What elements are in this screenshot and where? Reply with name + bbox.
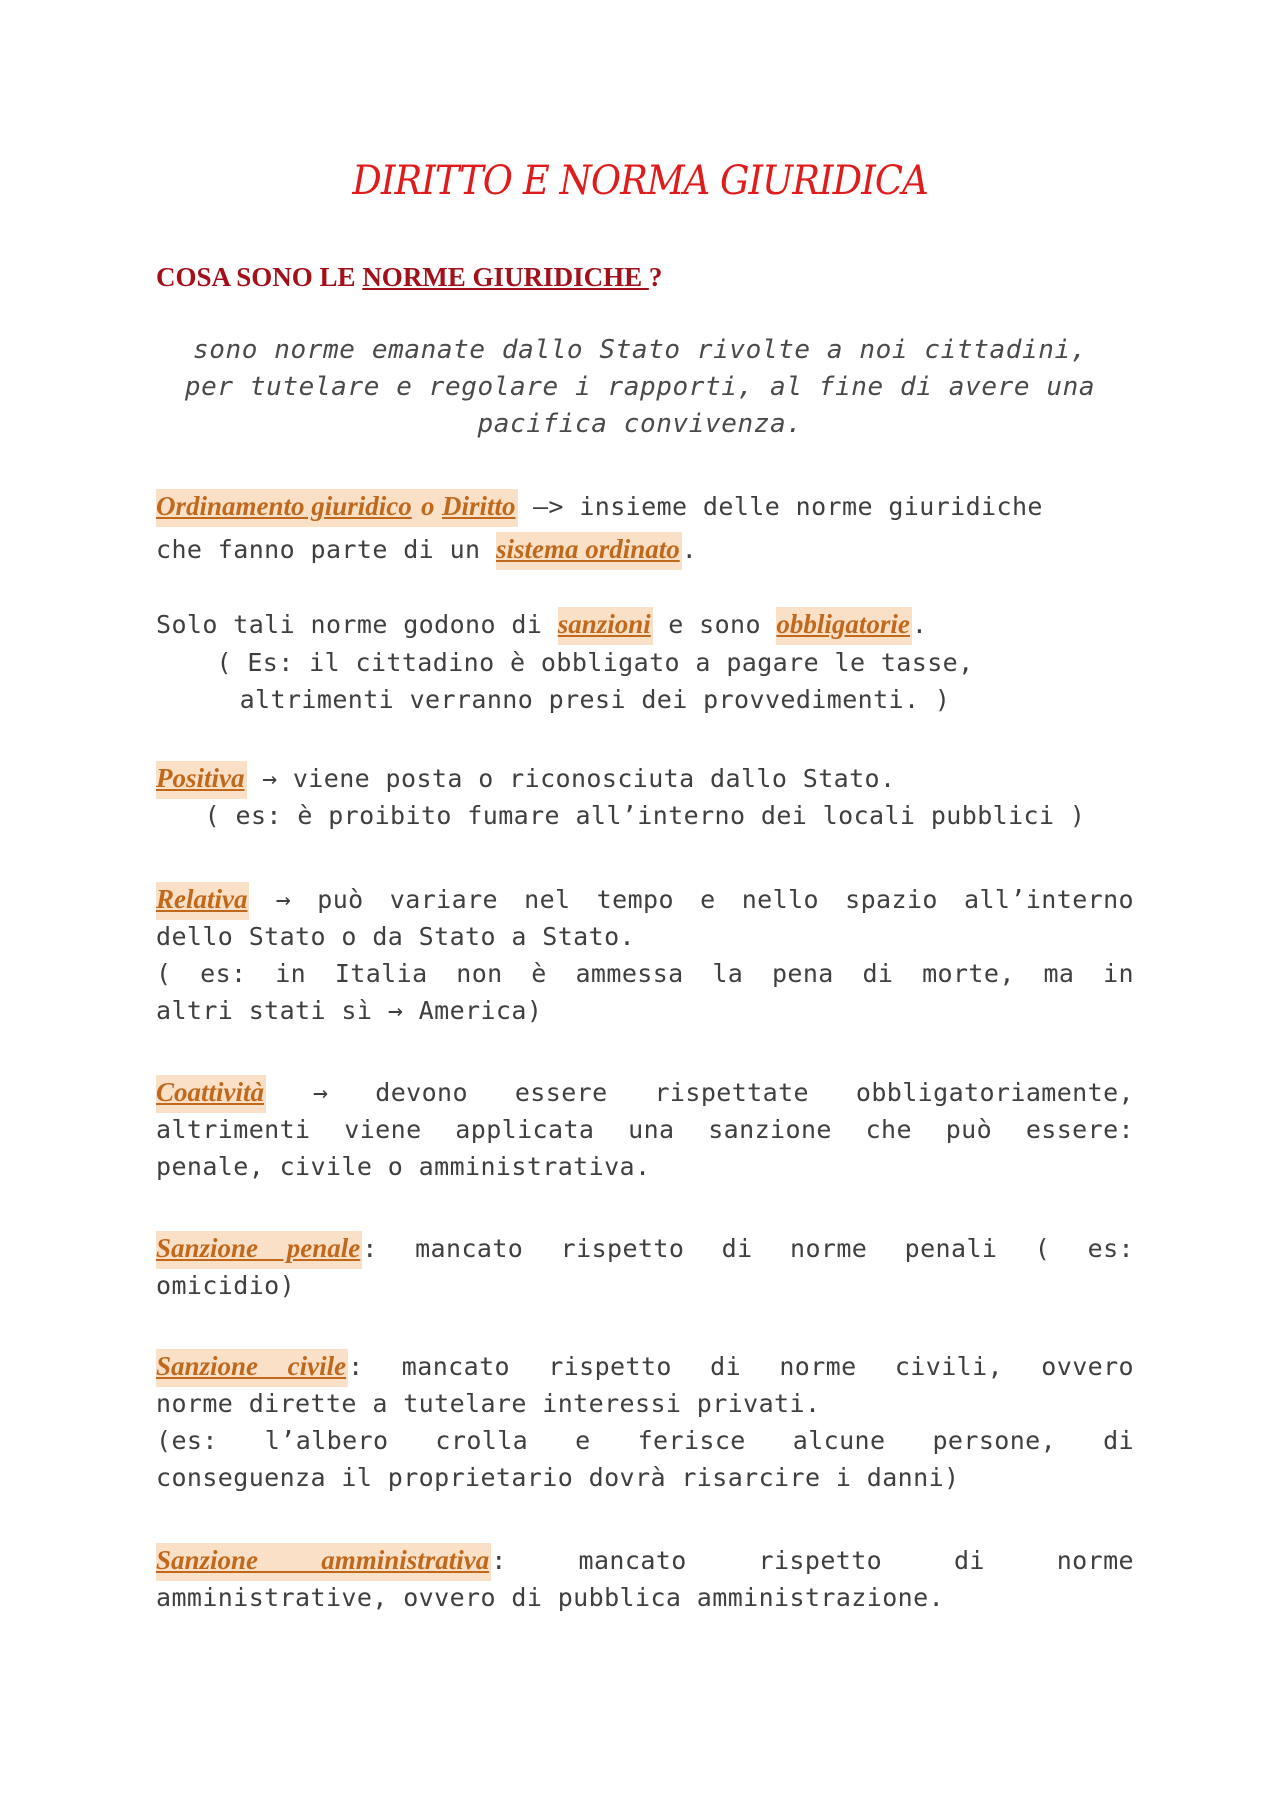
amministrativa-line-2: amministrative, ovvero di pubblica amministrazione. (156, 1583, 945, 1612)
civile-paragraph (156, 1348, 1134, 1496)
page-title: DIRITTO E NORMA GIURIDICA (352, 158, 928, 204)
relativa-line-4: altri stati sì → America) (156, 996, 543, 1025)
amministrativa-paragraph (156, 1542, 1134, 1616)
positiva-example: ( es: è proibito fumare all’interno dei locali pubblici ) (204, 801, 1086, 830)
positiva-text: → viene posta o riconosciuta dallo Stato. (246, 764, 896, 793)
relativa-paragraph (156, 881, 1134, 1029)
term-diritto: Diritto (442, 489, 518, 527)
ordinamento-text-2: che fanno parte di un (156, 535, 496, 564)
section-question (156, 262, 662, 293)
question-prefix: COSA SONO LE (156, 262, 363, 292)
term-relativa: Relativa (156, 882, 249, 920)
sanzioni-example-2: altrimenti verranno presi dei provvedimenti. ) (239, 685, 951, 714)
intro-line-3: pacifica convivenza. (477, 409, 803, 439)
term-obbligatorie: obbligatorie (776, 607, 912, 645)
sanzioni-example (150, 644, 1040, 718)
civile-line-3: (es: l’albero crolla e ferisce alcune persone, di (156, 1426, 1134, 1455)
term-sanzione-civile: Sanzione civile (156, 1349, 348, 1387)
coattivita-line-3: penale, civile o amministrativa. (156, 1152, 651, 1181)
intro-line-2: per tutelare e regolare i rapporti, al fine di avere una (184, 372, 1096, 402)
sanzioni-text-1: Solo tali norme godono di (156, 610, 558, 639)
civile-line-1: : mancato rispetto di norme civili, ovvero (348, 1352, 1134, 1381)
term-sistema-ordinato: sistema ordinato (496, 532, 682, 570)
coattivita-paragraph (156, 1074, 1134, 1185)
term-sanzione-amministrativa: Sanzione amministrativa (156, 1543, 491, 1581)
sanzioni-text-3: . (911, 610, 928, 639)
term-ordinamento: Ordinamento giuridico (156, 489, 414, 527)
coattivita-line-1: → devono essere rispettate obbligatoriamente, (266, 1078, 1134, 1107)
penale-line-1: : mancato rispetto di norme penali ( es: (362, 1234, 1134, 1263)
positiva-paragraph (156, 760, 1134, 834)
ordinamento-paragraph (156, 485, 1134, 571)
sanzioni-paragraph (156, 606, 1134, 643)
relativa-line-1: → può variare nel tempo e nello spazio all’interno (249, 885, 1134, 914)
penale-line-2: omicidio) (156, 1271, 296, 1300)
question-suffix: ? (648, 262, 663, 292)
civile-line-4: conseguenza il proprietario dovrà risarcire i danni) (156, 1463, 960, 1492)
term-coattivita: Coattività (156, 1075, 266, 1113)
civile-line-2: norme dirette a tutelare interessi privati. (156, 1389, 821, 1418)
coattivita-line-2: altrimenti viene applicata una sanzione che può essere: (156, 1115, 1134, 1144)
question-underlined: NORME GIURIDICHE (362, 262, 649, 292)
term-connector: o (414, 489, 442, 527)
definition-intro (150, 332, 1130, 443)
term-sanzione-penale: Sanzione penale (156, 1231, 362, 1269)
term-sanzioni: sanzioni (558, 607, 653, 645)
sanzioni-text-2: e sono (652, 610, 777, 639)
relativa-line-3: ( es: in Italia non è ammessa la pena di morte, ma in (156, 959, 1134, 988)
penale-paragraph (156, 1230, 1134, 1304)
term-positiva: Positiva (156, 761, 247, 799)
ordinamento-text-1: —> insieme delle norme giuridiche (517, 492, 1043, 521)
relativa-line-2: dello Stato o da Stato a Stato. (156, 922, 635, 951)
amministrativa-line-1: : mancato rispetto di norme (491, 1546, 1134, 1575)
sanzioni-example-1: ( Es: il cittadino è obbligato a pagare le tasse, (216, 648, 974, 677)
intro-line-1: sono norme emanate dallo Stato rivolte a noi cittadini, (193, 335, 1087, 365)
ordinamento-text-3: . (681, 535, 698, 564)
